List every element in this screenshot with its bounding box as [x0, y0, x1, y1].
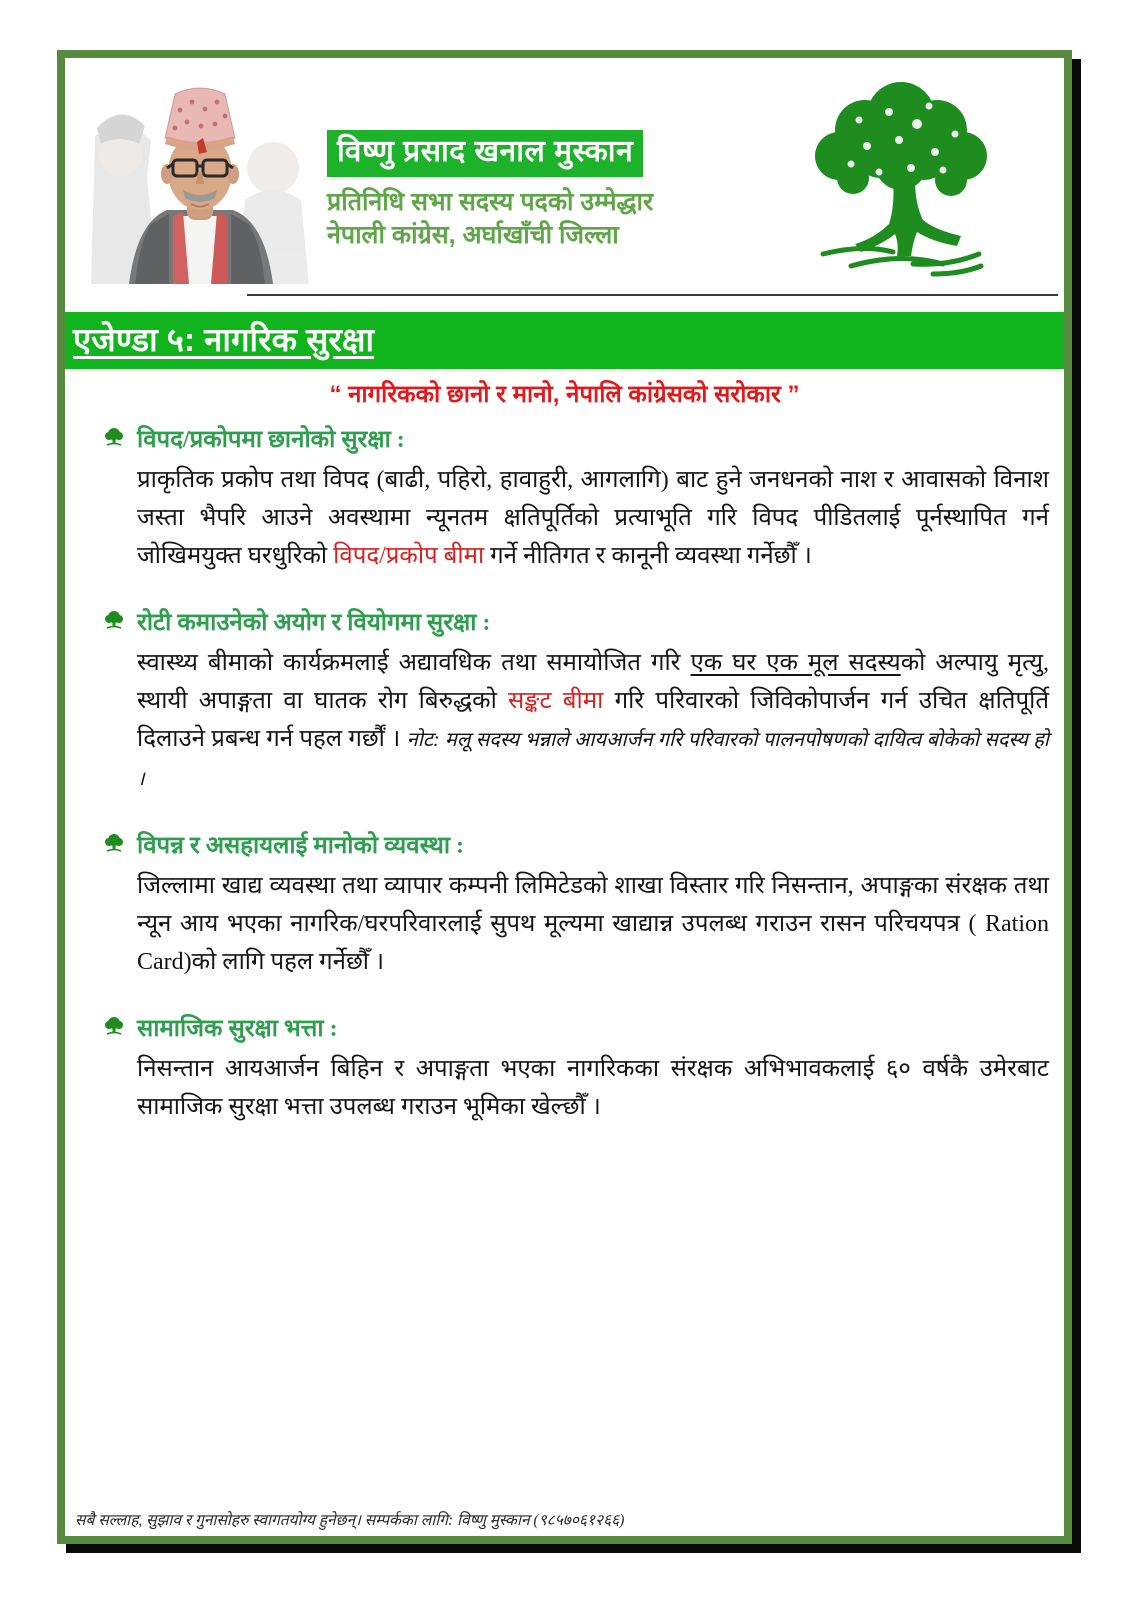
tree-bullet-icon — [103, 609, 125, 631]
text-fragment-note: नोट: मलू सदस्य भन्नाले आयआर्जन गरि परिवारको पालनपोषणको दायित्व बोकेको सदस्य हो । — [137, 729, 1049, 790]
candidate-position: प्रतिनिधि सभा सदस्य पदको उम्मेद्धार — [327, 187, 654, 216]
candidate-party-district: नेपाली कांग्रेस, अर्घाखाँची जिल्ला — [327, 221, 619, 249]
section-heading: सामाजिक सुरक्षा भत्ता : — [137, 1016, 338, 1042]
text-fragment-red: सङ्कट बीमा — [508, 688, 604, 714]
tree-logo — [793, 68, 1008, 286]
section-ration-card — [103, 828, 1049, 981]
text-fragment-normal: स्वास्थ्य बीमाको कार्यक्रमलाई अद्यावधिक तथा समायोजित गरि — [137, 650, 691, 676]
agenda-banner — [65, 312, 1064, 369]
section-heading: रोटी कमाउनेको अयोग र वियोगमा सुरक्षा : — [137, 610, 491, 636]
tree-logo-illustration — [793, 68, 1008, 286]
tree-bullet-icon — [103, 426, 125, 448]
section-body — [137, 644, 1049, 798]
text-fragment-normal: को अल्पायु मृत्यु, स्थायी अपाङ्गता वा घातक रोग बिरुद्धको — [137, 650, 1050, 714]
tree-bullet-icon — [103, 832, 125, 854]
section-heading: विपद/प्रकोपमा छानोको सुरक्षा : — [137, 427, 405, 453]
section-social-security-allowance — [103, 1011, 1049, 1126]
page-frame — [57, 50, 1072, 1544]
text-fragment-normal: प्राकृतिक प्रकोप तथा विपद (बाढी, पहिरो, हावाहुरी, आगलागि) बाट हुने जनधनको नाश र आवासको विनाश जस्ता भैपरि आउने अवस्थामा न्यूनतम क्षतिपूर्तिको प्रत्याभूति गरि विपद पीडितलाई पूर्नस्थापित गर्न जोखिमयुक्त घरधुरिको — [137, 467, 1049, 569]
slogan-quote: “ नागरिकको छानो र मानो, नेपालि कांग्रेसको सरोकार ” — [329, 381, 800, 408]
text-fragment-normal: निसन्तान आयआर्जन बिहिन र अपाङ्गता भएका नागरिकका संरक्षक अभिभावकलाई ६० वर्षकै उमेरबाट सामाजिक सुरक्षा भत्ता उपलब्ध गराउन भूमिका खेल्छौँ । — [137, 1056, 1049, 1120]
candidate-photo — [77, 76, 323, 284]
section-breadwinner-protection — [103, 605, 1050, 798]
text-fragment-normal: जिल्लामा खाद्य व्यवस्था तथा व्यापार कम्पनी लिमिटेडको शाखा विस्तार गरि निसन्तान, अपाङ्गका संरक्षक तथा न्यून आय भएका नागरिक/घरपरिवारलाई सुपथ मूल्यमा खाद्यान्न उपलब्ध गराउन रासन परिचयपत्र ( Ration Card)को लागि पहल गर्नेछौँ । — [137, 873, 1049, 975]
header-divider — [247, 294, 1058, 296]
agenda-sections — [65, 410, 1064, 1126]
tree-bullet-icon — [103, 1015, 125, 1037]
header-title-block — [327, 130, 767, 252]
section-disaster-insurance — [103, 422, 1049, 575]
section-body — [137, 1050, 1049, 1126]
text-fragment-normal: गरि परिवारको जिविकोपार्जन गर्न उचित क्षतिपूर्ति दिलाउने प्रबन्ध गर्न पहल गर्छौं । — [137, 688, 1050, 752]
contact-footer: सबै सल्लाह, सुझाव र गुनासोहरु स्वागतयोग्य हुनेछन्। सम्पर्कका लागि: विष्णु मुस्कान (९८५७०६१२६६) — [75, 1512, 625, 1529]
candidate-photo-illustration — [77, 76, 323, 284]
section-body — [137, 867, 1049, 981]
header — [65, 58, 1064, 296]
candidate-name: विष्णु प्रसाद खनाल मुस्कान — [327, 130, 643, 177]
text-fragment-red: विपद/प्रकोप बीमा — [333, 543, 485, 569]
agenda-title: एजेण्डा ५: नागरिक सुरक्षा — [73, 321, 375, 358]
text-fragment-underline: एक घर एक मूल सदस्य — [690, 650, 901, 676]
section-body — [137, 461, 1049, 575]
text-fragment-normal: गर्ने नीतिगत र कानूनी व्यवस्था गर्नेछौँ । — [484, 543, 812, 569]
section-heading: विपन्न र असहायलाई मानोको व्यवस्था : — [137, 833, 465, 859]
